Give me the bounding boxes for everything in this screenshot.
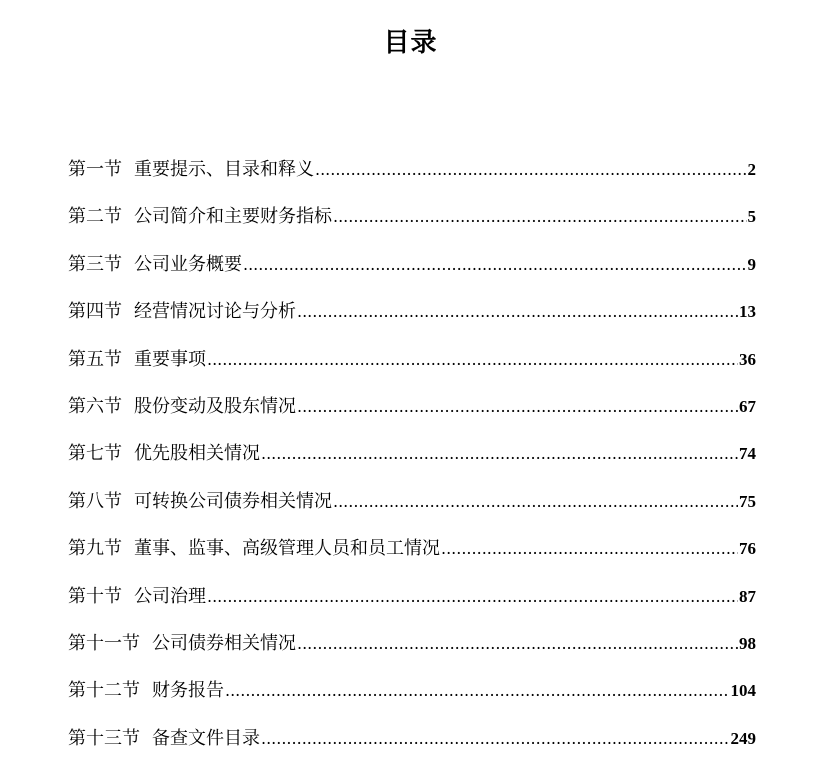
toc-page-number: 9 xyxy=(747,254,756,274)
toc-dot-leader xyxy=(207,342,738,378)
toc-section-number: 第八节 xyxy=(68,490,122,512)
toc-section-title: 可转换公司债券相关情况 xyxy=(134,490,332,512)
toc-page-number: 98 xyxy=(739,633,756,653)
toc-section-title: 优先股相关情况 xyxy=(134,443,260,465)
toc-dot-leader xyxy=(225,673,730,709)
toc-section-title: 备查文件目录 xyxy=(152,727,260,749)
toc-dot-leader xyxy=(297,389,738,425)
toc-page-number: 67 xyxy=(739,396,756,416)
toc-section-title: 经营情况讨论与分析 xyxy=(134,301,296,323)
toc-page-number: 74 xyxy=(739,444,756,464)
toc-page-number: 5 xyxy=(747,207,756,227)
toc-section-title: 股份变动及股东情况 xyxy=(134,395,296,417)
toc-section-number: 第四节 xyxy=(68,301,122,323)
toc-dot-leader xyxy=(315,152,747,188)
toc-dot-leader xyxy=(297,294,738,330)
toc-entry[interactable] xyxy=(68,436,756,483)
toc-entry[interactable] xyxy=(68,721,756,768)
toc-section-number: 第七节 xyxy=(68,443,122,465)
toc-section-number: 第六节 xyxy=(68,395,122,417)
toc-entry[interactable] xyxy=(68,389,756,436)
toc-section-title: 公司债券相关情况 xyxy=(152,632,296,654)
toc-page-number: 104 xyxy=(730,681,756,701)
toc-dot-leader xyxy=(441,531,738,567)
toc-section-number: 第十三节 xyxy=(68,727,140,749)
toc-section-title: 重要事项 xyxy=(134,348,206,370)
toc-page-number: 75 xyxy=(739,491,756,511)
toc-entry[interactable] xyxy=(68,579,756,626)
toc-dot-leader xyxy=(243,247,747,283)
toc-entry[interactable] xyxy=(68,484,756,531)
toc-section-number: 第九节 xyxy=(68,538,122,560)
toc-page-number: 2 xyxy=(747,160,756,179)
toc-section-title: 公司简介和主要财务指标 xyxy=(134,206,332,228)
toc-section-title: 财务报告 xyxy=(152,680,224,702)
toc-section-title: 董事、监事、高级管理人员和员工情况 xyxy=(134,538,440,560)
toc-entry[interactable] xyxy=(68,247,756,294)
toc-dot-leader xyxy=(333,484,738,520)
toc-dot-leader xyxy=(297,626,738,662)
toc-section-title: 公司治理 xyxy=(134,585,206,607)
toc-page-number: 36 xyxy=(739,349,756,369)
toc-section-number: 第一节 xyxy=(68,159,122,180)
toc-section-number: 第五节 xyxy=(68,348,122,370)
toc-entry[interactable] xyxy=(68,294,756,341)
toc-dot-leader xyxy=(333,199,747,235)
page-title: 目录 xyxy=(383,28,438,59)
toc-page-number: 13 xyxy=(739,302,756,322)
toc-section-number: 第三节 xyxy=(68,253,122,275)
toc-entry[interactable] xyxy=(68,342,756,389)
toc-entry[interactable] xyxy=(68,626,756,673)
toc-entry[interactable] xyxy=(68,673,756,720)
toc-entry[interactable] xyxy=(68,152,756,199)
toc-page-number: 87 xyxy=(739,586,756,606)
toc-section-title: 重要提示、目录和释义 xyxy=(134,159,314,180)
toc-page-number: 249 xyxy=(730,728,756,748)
toc-entry[interactable] xyxy=(68,531,756,578)
toc-dot-leader xyxy=(261,721,730,757)
toc-section-number: 第十一节 xyxy=(68,632,140,654)
toc-dot-leader xyxy=(261,436,738,472)
toc-section-number: 第十二节 xyxy=(68,680,140,702)
toc-page-number: 76 xyxy=(739,539,756,559)
toc-entry[interactable] xyxy=(68,199,756,246)
toc-dot-leader xyxy=(207,579,738,615)
table-of-contents xyxy=(68,152,756,768)
toc-section-number: 第十节 xyxy=(68,585,122,607)
toc-section-title: 公司业务概要 xyxy=(134,253,242,275)
toc-section-number: 第二节 xyxy=(68,206,122,228)
